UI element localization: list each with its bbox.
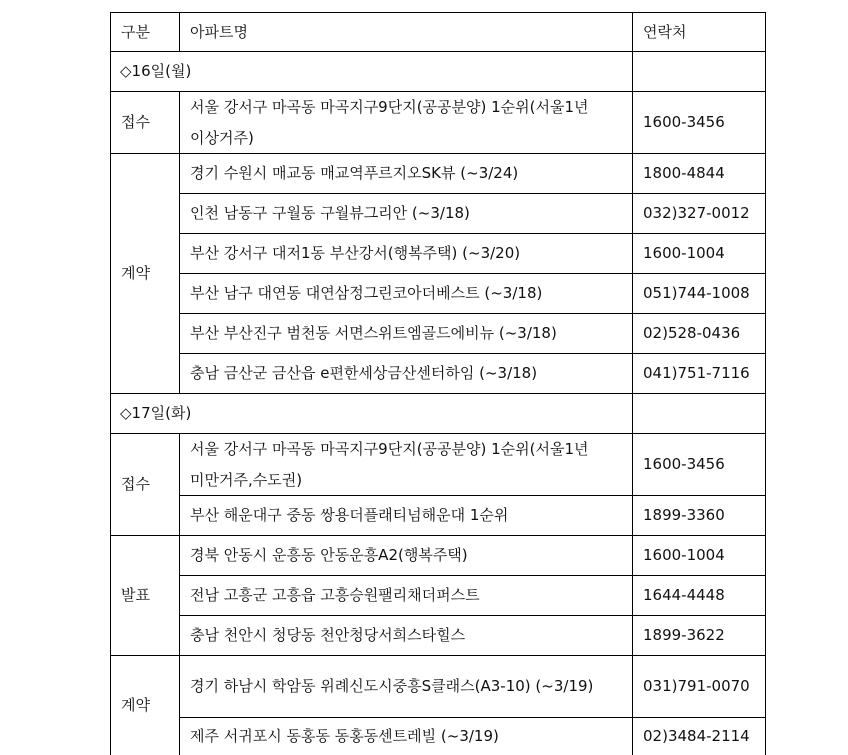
header-category: 구분 [111, 13, 180, 52]
category-cell: 계약 [111, 154, 180, 394]
category-cell: 접수 [111, 434, 180, 536]
category-cell: 발표 [111, 536, 180, 656]
day-label: ◇16일(월) [111, 52, 633, 92]
category-cell: 계약 [111, 656, 180, 755]
contact-cell: 041)751-7116 [633, 354, 766, 394]
apartment-name-cell: 부산 남구 대연동 대연삼정그린코아더베스트 (~3/18) [180, 274, 633, 314]
day-contact-empty-cell [633, 394, 766, 434]
category-cell: 접수 [111, 92, 180, 154]
day-contact-empty-cell [633, 52, 766, 92]
apartment-name-cell: 부산 부산진구 범천동 서면스위트엠골드에비뉴 (~3/18) [180, 314, 633, 354]
contact-cell: 1600-3456 [633, 92, 766, 154]
contact-cell: 051)744-1008 [633, 274, 766, 314]
apartment-name-cell: 경북 안동시 운흥동 안동운흥A2(행복주택) [180, 536, 633, 576]
apartment-name-cell: 충남 금산군 금산읍 e편한세상금산센터하임 (~3/18) [180, 354, 633, 394]
subscription-schedule-table [110, 12, 766, 755]
apartment-name-cell: 서울 강서구 마곡동 마곡지구9단지(공공분양) 1순위(서울1년 미만거주,수도권) [180, 434, 633, 496]
contact-cell: 02)528-0436 [633, 314, 766, 354]
apartment-name-cell: 인천 남동구 구월동 구월뷰그리안 (~3/18) [180, 194, 633, 234]
contact-cell: 031)791-0070 [633, 656, 766, 718]
contact-cell: 1899-3622 [633, 616, 766, 656]
contact-cell: 02)3484-2114 [633, 718, 766, 755]
apartment-name-cell: 부산 강서구 대저1동 부산강서(행복주택) (~3/20) [180, 234, 633, 274]
apartment-name-cell: 전남 고흥군 고흥읍 고흥승원팰리채더퍼스트 [180, 576, 633, 616]
contact-cell: 1600-1004 [633, 536, 766, 576]
header-contact: 연락처 [633, 13, 766, 52]
apartment-name-cell: 서울 강서구 마곡동 마곡지구9단지(공공분양) 1순위(서울1년 이상거주) [180, 92, 633, 154]
contact-cell: 1600-3456 [633, 434, 766, 496]
contact-cell: 032)327-0012 [633, 194, 766, 234]
apartment-name-cell: 제주 서귀포시 동홍동 동홍동센트레빌 (~3/19) [180, 718, 633, 755]
contact-cell: 1800-4844 [633, 154, 766, 194]
apartment-name-cell: 충남 천안시 청당동 천안청당서희스타힐스 [180, 616, 633, 656]
day-label: ◇17일(화) [111, 394, 633, 434]
apartment-name-cell: 경기 수원시 매교동 매교역푸르지오SK뷰 (~3/24) [180, 154, 633, 194]
contact-cell: 1644-4448 [633, 576, 766, 616]
contact-cell: 1899-3360 [633, 496, 766, 536]
apartment-name-cell: 경기 하남시 학암동 위례신도시중흥S클래스(A3-10) (~3/19) [180, 656, 633, 718]
contact-cell: 1600-1004 [633, 234, 766, 274]
header-apartment-name: 아파트명 [180, 13, 633, 52]
apartment-name-cell: 부산 해운대구 중동 쌍용더플래티넘해운대 1순위 [180, 496, 633, 536]
